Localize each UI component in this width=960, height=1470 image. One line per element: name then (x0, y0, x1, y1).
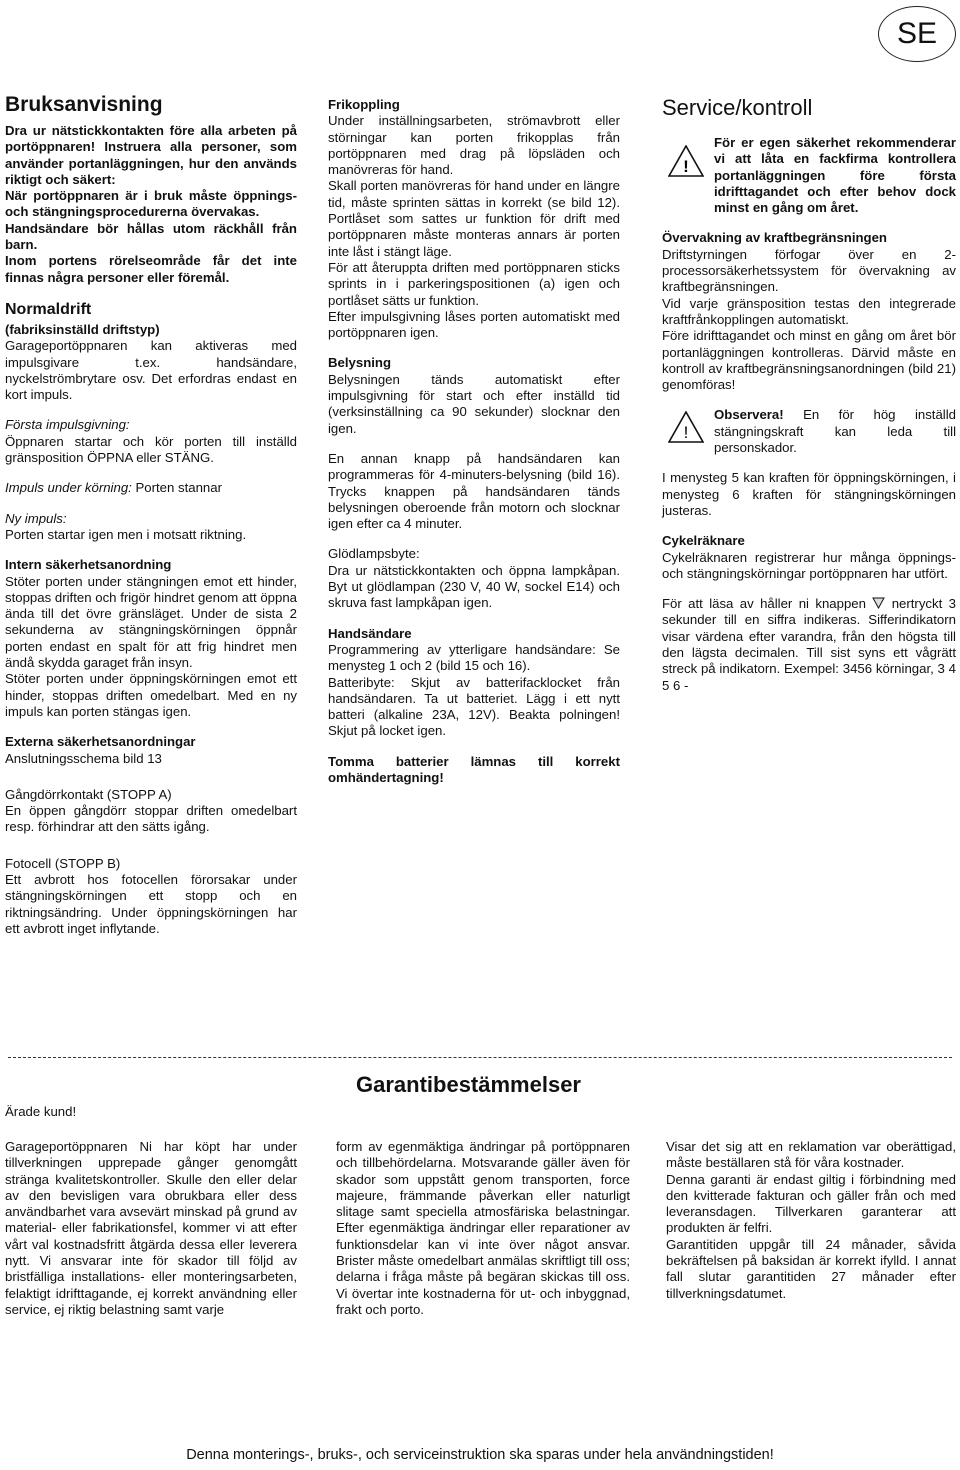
read-text-2: nertryckt 3 sekunder till en siffra indikeras. Sifferindikatorn visar värdena efter varandra, från den högsta till den lägsta decimalen. Till sist syns ett vågrätt streck på indikatorn. Exempel: 3456 körningar, 3 4 5 6 - (662, 596, 956, 693)
release-text-1: Under inställningsarbeten, strömavbrott eller störningar kan porten frikopplas från portöppnaren med drag på löpsläden och manövreras för hand. (328, 113, 620, 178)
door-contact-title: Gångdörrkontakt (STOPP A) (5, 786, 172, 802)
observe-text: En för hög inställd stängningskraft kan leda till personskador. (714, 407, 956, 456)
safety-notice (662, 135, 956, 216)
light-text-1: Belysningen tänds automatiskt efter impulsgivning för start och efter inställd tid (verksinställning ca 90 sekunder) slocknar den igen. (328, 371, 620, 436)
normal-title: Normaldrift (5, 300, 92, 318)
internal-safety-text-1: Stöter porten under stängningen emot ett hinder, stoppas driften och frigör hindret genom att öppna ända till det övre gränsläget. Under de sista 2 sekunderna av stängningskörningen öppnår porten endast en spalt för att frig hindret men ändå skydda garaget från insyn. (5, 573, 297, 671)
observe-notice (662, 407, 956, 456)
service-title: Service/kontroll (662, 95, 813, 120)
remote-title: Handsändare (328, 625, 412, 641)
monitor-text-2: Vid varje gränsposition testas den integrerade kraftfrånkopplingen automatiskt. (662, 295, 956, 327)
warranty-column-1: Garageportöppnaren Ni har köpt har under tillverkningen upprepade gånger genomgått stränga kvalitetskontroller. Skulle den eller delar av den bevisligen vara obrukbara eller dess användbarhet vara avsevärt minskad på grund av material- eller fabrikationsfel, kommer vi att efter vårt val kostnadsfritt åtgärda dessa eller leverera nytt. Vi ansvarar inte för skador till följd av bristfälliga installations- eller monteringsarbeten, felaktigt idrifttagande, ej korrekt användning eller service, ej riktig belastning samt varje (5, 1139, 297, 1317)
release-column (328, 97, 620, 786)
movement-text: Inom portens rörelseområde får det inte finnas några personer eller föremål. (5, 253, 297, 285)
release-text-4: Efter impulsgivning låses porten automatiskt med portöppnaren igen. (328, 308, 620, 341)
watch-text: När portöppnaren är i bruk måste öppnings- och stängningsprocedurerna övervakas. (5, 188, 297, 220)
section-divider (8, 1057, 952, 1058)
release-text-3: För att återuppta driften med portöppnaren sticks sprints in i parkeringspositionen (a) igen och portlåset sätts ur funktion. (328, 259, 620, 308)
impulse-running-text: Porten stannar (131, 480, 222, 496)
normal-subtitle: (fabriksinställd driftstyp) (5, 321, 160, 337)
svg-text:!: ! (683, 157, 689, 176)
svg-text:!: ! (683, 423, 689, 443)
usage-column (5, 93, 297, 937)
internal-safety-text-2: Stöter porten under öppningskörningen emot ett hinder, stoppas driften omedelbart. Med en ny impuls kan porten stängas igen. (5, 671, 297, 719)
first-impulse-label: Första impulsgivning: (5, 417, 130, 433)
warranty-text-3: Garantitiden uppgår till 24 månader, såvida bekräftelsen på baksidan är korrekt ifylld. I annat fall slutar garantitiden 27 månader efter tillverkningsdatumet. (666, 1236, 956, 1301)
bulb-text: Dra ur nätstickkontakten och öppna lampkåpan. Byt ut glödlampan (230 V, 40 W, sockel E14) och skruva fast lampkåpan igen. (328, 562, 620, 611)
first-impulse-text: Öppnaren startar och kör porten till inställd gränsposition ÖPPNA eller STÄNG. (5, 433, 297, 466)
battery-warning: Tomma batterier lämnas till korrekt omhändertagning! (328, 753, 620, 785)
safety-text: För er egen säkerhet rekommenderar vi att låta en fackfirma kontrollera portanläggningen före första idrifttagandet och efter behov dock minst en gång om året. (714, 135, 956, 216)
warranty-text-2: Denna garanti är endast giltig i förbindning med den kvitterade fakturan och gäller från och med leveransdagen. Tillverkaren garanterar att produkten är felfri. (666, 1171, 956, 1236)
usage-title: Bruksanvisning (5, 93, 163, 116)
impulse-running-label: Impuls under körning: (5, 480, 132, 496)
release-text-2: Skall porten manövreras för hand under en längre tid, måste sprinten sättas in korrekt (se bild 12). Portlåset som sattes ur funktion för drift med portöppnaren måste monteras annars är porten inte låst i stängt läge. (328, 178, 620, 259)
remote-text-2: Batteribyte: Skjut av batterifacklocket från handsändaren. Ta ut batteriet. Lägg i ett nytt batteri (alkaline 23A, 12V). Beakta polningen! Skjut på locket igen. (328, 674, 620, 739)
normal-text: Garageportöppnaren kan aktiveras med impulsgivare t.ex. handsändare, nyckelströmbrytare osv. Det erfordras endast en kort impuls. (5, 338, 297, 403)
warranty-greeting: Ärade kund! (5, 1104, 77, 1119)
monitor-text-1: Driftstyrningen förfogar över en 2-processorsäkerhetssystem för övervakning av kraftbegränsningen. (662, 246, 956, 295)
intro-text: Dra ur nätstickkontakten före alla arbeten på portöppnaren! Instruera alla personer, som använder portanläggningen, hur den används riktigt och säkert: (5, 123, 297, 187)
footer-note: Denna monterings-, bruks-, och serviceinstruktion ska sparas under hela användningstiden! (186, 1447, 774, 1463)
read-text-1: För att läsa av håller ni knappen (662, 596, 873, 612)
light-title: Belysning (328, 355, 392, 371)
external-safety-text: Anslutningsschema bild 13 (5, 750, 162, 766)
menu-text: I menysteg 5 kan kraften för öppningskörningen, i menysteg 6 kraften för stängningskörningen justeras. (662, 470, 956, 518)
door-contact-text: En öppen gångdörr stoppar driften omedelbart resp. förhindrar att den sätts igång. (5, 803, 297, 835)
external-safety-title: Externa säkerhetsanordningar (5, 734, 196, 750)
light-text-2: En annan knapp på handsändaren kan programmeras för 4-minuters-belysning (bild 16). Trycks knappen på handsändaren tänds belysningen oberoende från motorn och slocknar igen efter ca 4 minuter. (328, 450, 620, 532)
monitor-text-3: Före idrifttagandet och minst en gång om året bör portanläggningen kontrolleras. Därvid måste en kontroll av kraftbegränsningsanordningen (bild 21) genomföras! (662, 328, 956, 393)
counter-text: Cykelräknaren registrerar hur många öppnings- och stängningskörningar portöppnaren har utfört. (662, 549, 956, 581)
service-column (662, 95, 956, 694)
photocell-title: Fotocell (STOPP B) (5, 855, 121, 871)
triangle-down-button-icon (872, 597, 885, 609)
counter-title: Cykelräknare (662, 533, 745, 549)
new-impulse-label: Ny impuls: (5, 510, 67, 526)
new-impulse-text: Porten startar igen men i motsatt riktning. (5, 526, 247, 542)
warranty-title: Garantibestämmelser (356, 1072, 581, 1097)
internal-safety-title: Intern säkerhetsanordning (5, 557, 172, 573)
observe-label: Observera! (714, 407, 784, 423)
remote-text-1: Programmering av ytterligare handsändare: Se menysteg 1 och 2 (bild 15 och 16). (328, 641, 620, 674)
warranty-column-3 (666, 1139, 956, 1302)
remote-keep-text: Handsändare bör hållas utom räckhåll från barn. (5, 220, 297, 253)
photocell-text: Ett avbrott hos fotocellen förorsakar under stängningskörningen ett stopp och en riktningsändring. Under öppningskörningen har ett avbrott inget inflytande. (5, 871, 297, 936)
language-badge: SE (878, 6, 956, 62)
warning-icon (668, 145, 704, 177)
warning-icon (668, 411, 704, 443)
release-title: Frikoppling (328, 97, 400, 112)
monitor-title: Övervakning av kraftbegränsningen (662, 230, 887, 246)
warranty-text-1: Visar det sig att en reklamation var oberättigad, måste beställaren stå för våra kostnader. (666, 1139, 956, 1171)
warranty-column-2: form av egenmäktiga ändringar på portöppnaren och tillbehördelarna. Motsvarande gäller även för skador som uppstått genom transporten, force majeure, främmande påverkan eller naturligt slitage samt speciella atmosfäriska belastningar. Efter egenmäktiga ändringar eller reparationer av funktionsdelar kan vi inte över något ansvar. Brister måste omedelbart anmälas skriftligt till oss; delarna i fråga måste på begäran skickas till oss. Vi övertar inte kostnaderna för ut- och inbyggnad, frakt och porto. (336, 1139, 630, 1317)
bulb-title: Glödlampsbyte: (328, 546, 420, 562)
